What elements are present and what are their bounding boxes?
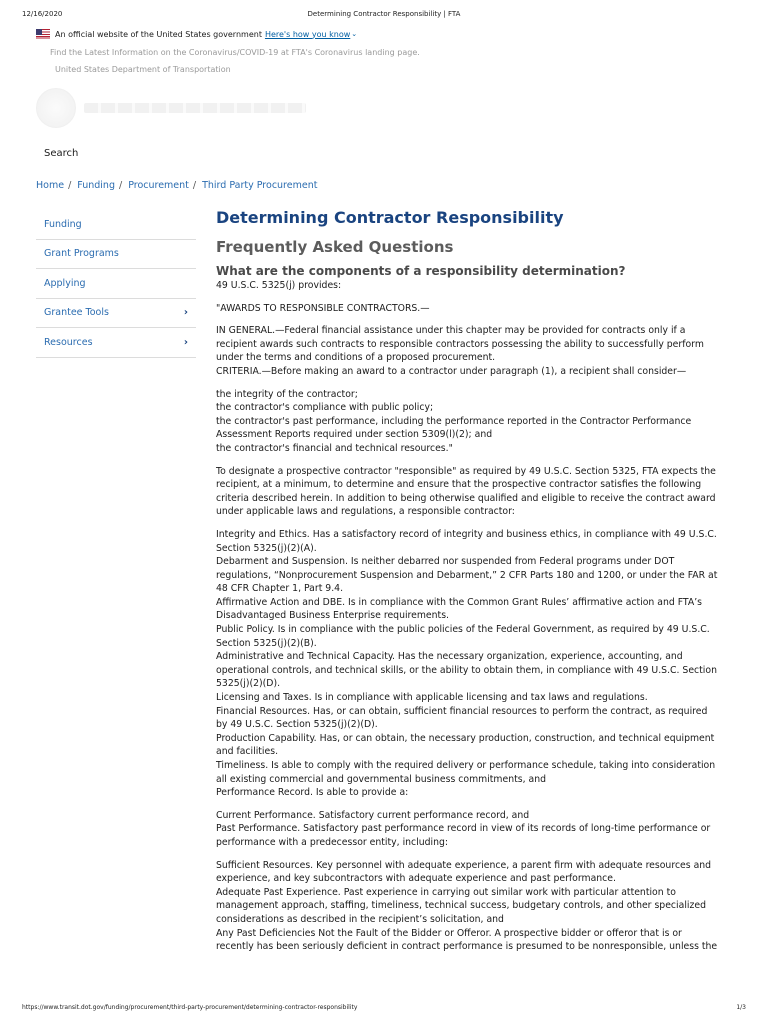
body-text-line: considerations as described in the recipient’s solicitation, and bbox=[216, 913, 504, 925]
sidebar-nav bbox=[36, 210, 196, 358]
body-text-line: 49 U.S.C. 5325(j) provides: bbox=[216, 280, 342, 291]
body-text-line: recipient, at a minimum, to determine and ensure that the prospective contractor satisfies the following bbox=[216, 479, 702, 491]
breadcrumb-link[interactable]: Funding bbox=[77, 180, 115, 191]
breadcrumb bbox=[36, 180, 317, 191]
body-text-line: Affirmative Action and DBE. Is in compliance with the Common Grant Rules’ affirmative action and FTA’s bbox=[216, 596, 703, 608]
print-page-number: 1/3 bbox=[736, 1004, 746, 1011]
article-body bbox=[216, 279, 736, 954]
body-text-line: Production Capability. Has, or can obtain, the necessary production, construction, and technical equipment bbox=[216, 732, 715, 744]
logo-wordmark bbox=[84, 103, 306, 113]
body-text-line: and facilities. bbox=[216, 746, 279, 758]
body-text-line: regulations, “Nonprocurement Suspension and Debarment,” 2 CFR Parts 180 and 1200, or under the FAR at bbox=[216, 569, 718, 581]
sidebar-item-label: Grant Programs bbox=[44, 248, 119, 260]
body-text-line: all existing commercial and governmental business commitments, and bbox=[216, 773, 546, 785]
print-header bbox=[22, 10, 746, 22]
print-url: https://www.transit.dot.gov/funding/procurement/third-party-procurement/determining-contractor-responsibility bbox=[22, 1004, 358, 1011]
body-text-line: Section 5325(j)(2)(B). bbox=[216, 637, 317, 649]
body-text-line: 48 CFR Chapter 1, Part 9.4. bbox=[216, 583, 344, 595]
breadcrumb-separator: / bbox=[68, 180, 72, 191]
body-text-line: CRITERIA.—Before making an award to a contractor under paragraph (1), a recipient shall consider— bbox=[216, 365, 687, 377]
body-text-line: Integrity and Ethics. Has a satisfactory record of integrity and business ethics, in compliance with 49 U.S.C. bbox=[216, 528, 717, 540]
main-content bbox=[216, 206, 736, 954]
body-text-line: Section 5325(j)(2)(A). bbox=[216, 542, 317, 554]
dot-seal-icon bbox=[36, 88, 76, 128]
coronavirus-alert[interactable]: Find the Latest Information on the Coronavirus/COVID-19 at FTA's Coronavirus landing page. bbox=[50, 48, 420, 57]
print-title: Determining Contractor Responsibility | FTA bbox=[307, 10, 461, 18]
body-text-line: experience, and key subcontractors with adequate experience and past performance. bbox=[216, 873, 616, 885]
body-text-line: the contractor's past performance, including the performance reported in the Contractor Performance bbox=[216, 415, 692, 427]
chevron-right-icon[interactable]: › bbox=[183, 307, 188, 319]
body-text-line: Public Policy. Is in compliance with the public policies of the Federal Government, as required by 49 U.S.C. bbox=[216, 624, 710, 636]
body-text-line: operational controls, and technical skills, or the ability to obtain them, in compliance with 49 U.S.C. Section bbox=[216, 664, 717, 676]
sidebar-item-resources[interactable] bbox=[36, 328, 196, 358]
search-button[interactable]: Search bbox=[44, 148, 79, 159]
body-text-line: "AWARDS TO RESPONSIBLE CONTRACTORS.— bbox=[216, 302, 430, 314]
body-text-line: Any Past Deficiencies Not the Fault of the Bidder or Offeror. A prospective bidder or offeror that is or bbox=[216, 927, 682, 939]
body-text-line: recently has been seriously deficient in contract performance is presumed to be nonresponsible, unless the bbox=[216, 941, 718, 953]
breadcrumb-separator: / bbox=[118, 180, 123, 191]
body-text-line: the integrity of the contractor; bbox=[216, 388, 358, 400]
chevron-down-icon[interactable]: ⌄ bbox=[351, 30, 358, 38]
faq-heading: Frequently Asked Questions bbox=[216, 238, 454, 256]
body-text-line: recipient awards such contracts to responsible contractors possessing the ability to successfully perform bbox=[216, 338, 704, 350]
sidebar-item-applying[interactable] bbox=[36, 269, 196, 299]
question-heading: What are the components of a responsibility determination? bbox=[216, 264, 626, 278]
breadcrumb-link[interactable]: Home bbox=[36, 180, 65, 191]
body-text-line: Licensing and Taxes. Is in compliance with applicable licensing and tax laws and regulations. bbox=[216, 692, 648, 704]
body-text-line: Timeliness. Is able to comply with the required delivery or performance schedule, taking into consideration bbox=[216, 760, 716, 771]
breadcrumb-link[interactable]: Third Party Procurement bbox=[202, 180, 318, 191]
body-text-line: Debarment and Suspension. Is neither debarred nor suspended from Federal programs under DOT bbox=[216, 556, 675, 568]
body-text-line: Sufficient Resources. Key personnel with adequate experience, a parent firm with adequate resources and bbox=[216, 859, 712, 871]
sidebar-item-funding[interactable] bbox=[36, 210, 196, 240]
body-text-line: management approach, staffing, timeliness, technical success, budgetary controls, and other specialized bbox=[216, 900, 706, 912]
body-text-line: Past Performance. Satisfactory past performance record in view of its records of long-time performance or bbox=[216, 823, 711, 835]
body-text-line: To designate a prospective contractor "responsible" as required by 49 U.S.C. Section 5325, FTA expects the bbox=[216, 465, 716, 477]
body-text-line: IN GENERAL.—Federal financial assistance under this chapter may be provided for contracts only if a bbox=[216, 325, 686, 337]
body-text-line: Financial Resources. Has, or can obtain, sufficient financial resources to perform the contract, as required bbox=[216, 705, 708, 717]
body-text-line: Assessment Reports required under section 5309(l)(2); and bbox=[216, 429, 493, 441]
heres-how-you-know-link[interactable]: Here's how you know bbox=[264, 29, 351, 39]
breadcrumb-link[interactable]: Procurement bbox=[128, 180, 189, 191]
breadcrumb-separator: / bbox=[192, 180, 197, 191]
body-text-line: criteria described herein. In addition to being otherwise qualified and eligible to receive the contract award bbox=[216, 492, 716, 504]
body-text-line: Disadvantaged Business Enterprise requirements. bbox=[216, 610, 449, 622]
sidebar-item-label: Resources bbox=[44, 336, 93, 348]
print-footer bbox=[22, 1004, 746, 1014]
body-text-line: under the terms and conditions of a proposed procurement. bbox=[216, 352, 496, 364]
gov-banner-text: An official website of the United States government bbox=[55, 29, 262, 39]
body-text-line: Administrative and Technical Capacity. Has the necessary organization, experience, accounting, and bbox=[216, 651, 683, 663]
body-text-line: Adequate Past Experience. Past experience in carrying out similar work with particular attention to bbox=[216, 886, 676, 898]
gov-banner bbox=[36, 27, 357, 41]
body-text-line: the contractor's financial and technical resources." bbox=[216, 442, 453, 454]
body-text-line: the contractor's compliance with public policy; bbox=[216, 402, 434, 414]
body-text-line: performance with a predecessor entity, including: bbox=[216, 836, 449, 848]
body-text-line: 5325(j)(2)(D). bbox=[216, 678, 281, 690]
page-title: Determining Contractor Responsibility bbox=[216, 208, 564, 227]
body-text-line: Performance Record. Is able to provide a: bbox=[216, 787, 409, 799]
department-link[interactable]: United States Department of Transportation bbox=[55, 65, 231, 74]
chevron-right-icon[interactable]: › bbox=[183, 336, 188, 348]
sidebar-item-label: Grantee Tools bbox=[44, 307, 109, 319]
sidebar-item-grant-programs[interactable] bbox=[36, 240, 196, 270]
fta-logo[interactable] bbox=[36, 86, 306, 130]
print-date: 12/16/2020 bbox=[22, 10, 63, 18]
us-flag-icon bbox=[36, 29, 50, 39]
sidebar-item-grantee-tools[interactable] bbox=[36, 299, 196, 329]
body-text-line: Current Performance. Satisfactory current performance record, and bbox=[216, 809, 530, 821]
body-text-line: under applicable laws and regulations, a responsible contractor: bbox=[216, 506, 515, 518]
sidebar-item-label: Funding bbox=[44, 218, 82, 230]
sidebar-item-label: Applying bbox=[44, 277, 86, 289]
body-text-line: by 49 U.S.C. Section 5325(j)(2)(D). bbox=[216, 719, 378, 731]
